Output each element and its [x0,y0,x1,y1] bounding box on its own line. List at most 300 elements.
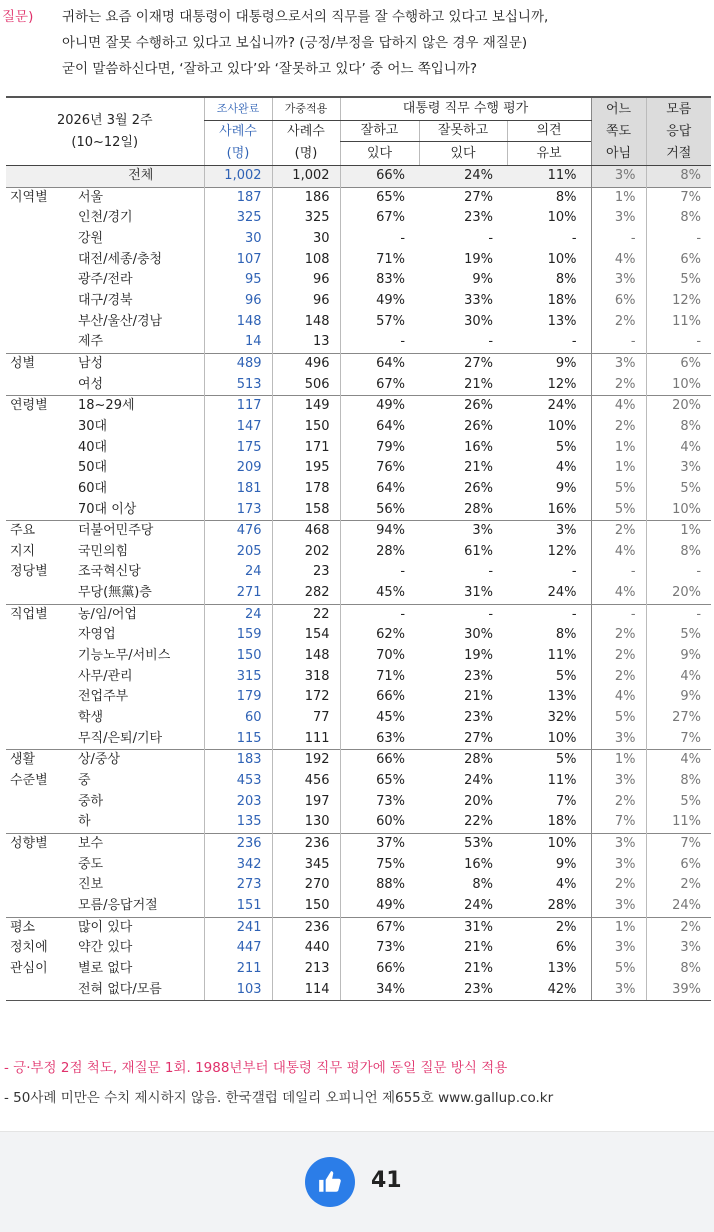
row-bad: 21% [464,376,494,392]
row-bad: 31% [419,917,507,938]
row-label: 더불어민주당 [72,521,204,542]
row-good: 45% [340,583,419,604]
table-row [6,687,711,708]
row-bad: - [419,604,507,625]
row-unknown: 7% [646,834,711,855]
row-bad: 23% [464,668,494,684]
row-group: 생활 [6,750,72,771]
row-bad: 27% [419,187,507,208]
row-unknown: 4% [646,438,711,459]
header-unknown-line: 거절 [666,145,692,161]
row-unknown: 7% [646,187,711,208]
row-reserved: 42% [507,980,591,1001]
row-group [6,375,72,396]
row-bad: 26% [464,480,494,496]
row-unknown: 9% [646,687,711,708]
row-label: 서울 [72,187,204,208]
row-reserved: 10% [547,251,577,267]
row-weighted-count: 282 [272,583,340,604]
row-good: 66% [340,959,419,980]
row-unknown: 8% [646,771,711,792]
row-bad: 61% [464,543,494,559]
row-reserved: 10% [547,418,577,434]
row-weighted-count: 150 [272,896,340,917]
row-weighted-count: 456 [272,771,340,792]
row-bad: 28% [464,501,494,517]
row-reserved: 6% [555,940,577,956]
row-label: 진보 [78,877,104,893]
row-neither: - [591,229,646,250]
row-unknown: 6% [646,250,711,271]
row-reserved: 12% [547,543,577,559]
row-label: 많이 있다 [72,917,204,938]
row-neither: 2% [591,646,646,667]
row-sample-count: 147 [204,417,272,438]
row-group [6,312,72,333]
table-row [6,250,711,271]
row-unknown: - [646,229,711,250]
row-label: 대구/경북 [78,292,133,308]
question-label: 질문) [2,9,34,25]
row-label: 중도 [78,856,104,872]
row-neither: 1% [591,458,646,479]
row-good: 76% [340,458,419,479]
table-row [6,896,711,917]
table-row [6,438,711,459]
header-unknown-line: 모름 [666,101,692,117]
row-unknown: 8% [646,959,711,980]
table-row [6,855,711,876]
row-unknown: 8% [646,166,711,188]
row-reserved: 9% [507,353,591,374]
row-reserved: 9% [555,856,577,872]
row-good: 65% [340,771,419,792]
row-sample-count: 151 [204,896,272,917]
row-sample-count: 175 [204,438,272,459]
row-neither: 4% [591,687,646,708]
row-good: 94% [340,521,419,542]
row-good: 64% [340,417,419,438]
row-weighted-count: 22 [272,604,340,625]
row-weighted-count: 150 [272,417,340,438]
row-neither: 1% [591,438,646,459]
row-group [6,812,72,833]
row-unknown: 7% [646,729,711,750]
row-unknown: 4% [646,750,711,771]
table-row [6,625,711,646]
row-unknown: 6% [646,855,711,876]
row-label: 학생 [78,710,104,726]
table-row [6,771,711,792]
row-good: 57% [340,312,419,333]
table-row [6,729,711,750]
row-bad: - [488,230,494,246]
table-row [6,521,711,542]
table-row [6,291,711,312]
row-sample-count: 24 [204,604,272,625]
row-label: 사무/관리 [78,668,133,684]
row-group [6,479,72,500]
question-line: 굳이 말씀하신다면, ‘잘하고 있다’와 ‘잘못하고 있다’ 중 어느 쪽입니까? [62,61,478,77]
row-reserved: 5% [507,750,591,771]
row-group [6,166,72,188]
row-label: 부산/울산/경남 [78,313,163,329]
row-unknown: 2% [646,875,711,896]
row-reserved: 24% [507,396,591,417]
row-reserved: - [571,334,577,350]
row-sample-count: 453 [204,771,272,792]
row-good: 49% [340,896,419,917]
row-good: 60% [340,812,419,833]
header-neither-line: 아님 [605,145,632,161]
row-unknown: 5% [646,625,711,646]
row-sample-count: 447 [204,938,272,959]
row-sample-count: 209 [204,458,272,479]
row-good: 71% [340,667,419,688]
row-good: 62% [340,625,419,646]
results-body [6,166,711,1001]
row-neither: 3% [591,166,646,188]
row-unknown: 3% [646,938,711,959]
row-label: 30대 [78,418,108,434]
row-label: 인천/경기 [78,210,133,226]
row-sample-count: 107 [204,250,272,271]
row-sample-count: 135 [204,812,272,833]
row-label: 자영업 [78,627,116,643]
row-label: 18~29세 [72,396,204,417]
row-weighted-count: 197 [272,792,340,813]
row-sample-count: 315 [204,667,272,688]
row-weighted-count: 270 [272,875,340,896]
row-unknown: 3% [646,458,711,479]
row-reserved: 24% [547,585,577,601]
question-block [0,4,714,94]
row-sample-count: 60 [204,708,272,729]
row-group [6,250,72,271]
row-reserved: 18% [547,292,577,308]
row-weighted-count: 149 [272,396,340,417]
row-bad: 19% [464,648,494,664]
table-row [6,562,711,583]
row-unknown: - [646,604,711,625]
row-sample-count: 489 [204,353,272,374]
row-weighted-count: 440 [272,938,340,959]
row-weighted-count: 192 [272,750,340,771]
row-label: 하 [78,814,91,830]
header-sample-unit: (명) [226,146,250,161]
row-group: 주요 [6,521,72,542]
row-good: 67% [340,917,419,938]
row-weighted-count: 318 [272,667,340,688]
row-good: 64% [340,353,419,374]
row-reserved: 8% [507,187,591,208]
row-bad: 27% [419,353,507,374]
row-unknown: 6% [646,353,711,374]
header-sample-count-2 [272,121,340,166]
row-reserved: 28% [547,897,577,913]
row-group [6,980,72,1001]
table-row [6,750,711,771]
survey-period: (10~12일) [71,134,139,150]
table-row [6,667,711,688]
row-reserved: 16% [547,501,577,517]
row-label: 대전/세종/충청 [78,251,163,267]
like-button[interactable] [305,1157,355,1207]
row-weighted-count: 506 [272,375,340,396]
row-weighted-count: 236 [272,917,340,938]
row-sample-count: 271 [204,583,272,604]
footnote-source: - 50사례 미만은 수치 제시하지 않음. 한국갤럽 데일리 오피니언 제655호 www.gallup.co.kr [4,1090,554,1106]
row-unknown: 5% [646,479,711,500]
row-reserved: 32% [547,710,577,726]
row-sample-count: 14 [204,332,272,353]
table-row [6,417,711,438]
row-good: 66% [340,166,419,188]
row-sample-count: 96 [204,291,272,312]
row-sample-count: 203 [204,792,272,813]
table-row [6,583,711,604]
row-bad: 26% [464,418,494,434]
row-reserved: 12% [547,376,577,392]
row-reserved: 10% [507,834,591,855]
table-row [6,646,711,667]
row-bad: 24% [464,773,494,789]
row-reserved: 10% [547,730,577,746]
row-unknown: - [646,332,711,353]
header-sample-label: 사례수 [219,124,257,139]
table-row [6,396,711,417]
row-group [6,708,72,729]
row-label: 전업주부 [78,689,129,705]
header-survey-done: 조사완료 [204,97,272,121]
table-row [6,500,711,521]
row-unknown: 5% [646,792,711,813]
question-line: 아니면 잘못 수행하고 있다고 보십니까? (긍정/부정을 답하지 않은 경우 재질문) [62,35,528,51]
row-weighted-count: 236 [272,834,340,855]
row-good: 67% [340,375,419,396]
like-count: 41 [371,1168,402,1193]
row-weighted-count: 148 [272,312,340,333]
row-sample-count: 342 [204,855,272,876]
row-label: 농/임/어업 [72,604,204,625]
row-neither: 2% [591,417,646,438]
row-good: 83% [340,270,419,291]
row-neither: 4% [591,396,646,417]
row-unknown: 24% [646,896,711,917]
row-neither: 6% [591,291,646,312]
row-weighted-count: 496 [272,353,340,374]
row-weighted-count: 186 [272,187,340,208]
row-sample-count: 241 [204,917,272,938]
row-label: 여성 [78,376,104,392]
thumbs-up-icon [317,1169,343,1195]
row-neither: 5% [591,959,646,980]
row-weighted-count: 171 [272,438,340,459]
row-group: 성향별 [6,834,72,855]
header-neither-line: 쪽도 [605,123,632,139]
row-label: 보수 [72,834,204,855]
row-good: 71% [340,250,419,271]
table-row [6,312,711,333]
row-bad: 9% [472,272,494,288]
row-neither: 3% [591,855,646,876]
header-bad-2: 있다 [419,142,507,166]
row-weighted-count: 130 [272,812,340,833]
header-neither-line: 어느 [605,101,632,117]
footnotes [4,1056,553,1110]
row-reserved: 13% [547,689,577,705]
row-group: 성별 [6,353,72,374]
row-weighted-count: 195 [272,458,340,479]
row-bad: 21% [464,689,494,705]
row-good: - [340,332,419,353]
row-label: 무직/은퇴/기타 [78,730,163,746]
row-label: 50대 [78,460,108,476]
row-good: 45% [340,708,419,729]
row-good: 56% [340,500,419,521]
row-good: 73% [340,792,419,813]
row-neither: 1% [591,187,646,208]
row-bad: 21% [464,940,494,956]
row-group [6,667,72,688]
row-reserved: 3% [507,521,591,542]
row-group: 지역별 [6,187,72,208]
row-group [6,458,72,479]
row-unknown: 12% [646,291,711,312]
table-row [6,458,711,479]
row-good: 65% [340,187,419,208]
table-row [6,479,711,500]
row-label: 40대 [78,439,108,455]
row-weighted-count: 96 [272,270,340,291]
row-group: 직업별 [6,604,72,625]
row-bad: 24% [464,897,494,913]
row-good: 88% [340,875,419,896]
row-label: 상/중상 [72,750,204,771]
row-bad: 21% [464,460,494,476]
row-bad: - [488,334,494,350]
row-neither: 3% [591,938,646,959]
row-bad: 26% [419,396,507,417]
row-bad: 20% [464,793,494,809]
row-reserved: 8% [555,272,577,288]
row-label: 무당(無黨)층 [78,585,152,601]
row-reserved: 9% [555,480,577,496]
row-good: 75% [340,855,419,876]
row-unknown: 10% [646,500,711,521]
row-label: 남성 [72,353,204,374]
row-label: 별로 없다 [78,960,133,976]
table-row [6,332,711,353]
row-reserved: - [507,604,591,625]
row-neither: 1% [591,917,646,938]
header-eval-title: 대통령 직무 수행 평가 [340,97,591,121]
row-unknown: 8% [646,542,711,563]
row-sample-count: 30 [204,229,272,250]
row-good: - [340,604,419,625]
row-sample-count: 115 [204,729,272,750]
row-unknown: 39% [646,980,711,1001]
table-row [6,542,711,563]
row-weighted-count: 108 [272,250,340,271]
row-weighted-count: 96 [272,291,340,312]
row-group: 연령별 [6,396,72,417]
row-group: 평소 [6,917,72,938]
row-group [6,729,72,750]
row-sample-count: 24 [204,562,272,583]
row-reserved: - [571,230,577,246]
row-unknown: 4% [646,667,711,688]
row-sample-count: 181 [204,479,272,500]
row-group [6,417,72,438]
row-label: 전체 [72,166,204,188]
row-group [6,855,72,876]
row-label: 60대 [78,480,108,496]
row-label: 제주 [78,334,104,350]
row-good: 66% [340,750,419,771]
row-bad: 31% [464,585,494,601]
row-weighted-count: 30 [272,229,340,250]
row-good: 34% [340,980,419,1001]
row-group [6,270,72,291]
row-sample-count: 205 [204,542,272,563]
row-group [6,875,72,896]
row-sample-count: 159 [204,625,272,646]
row-sample-count: 273 [204,875,272,896]
row-neither: - [591,562,646,583]
row-bad: 28% [419,750,507,771]
row-weighted-count: 172 [272,687,340,708]
row-group [6,646,72,667]
row-group [6,332,72,353]
row-sample-count: 148 [204,312,272,333]
row-group [6,687,72,708]
table-row [6,375,711,396]
row-bad: 8% [472,877,494,893]
row-weighted-count: 213 [272,959,340,980]
table-row [6,938,711,959]
row-unknown: - [646,562,711,583]
row-unknown: 9% [646,646,711,667]
table-row [6,187,711,208]
row-bad: 16% [464,439,494,455]
row-bad: 16% [464,856,494,872]
row-label: 모름/응답거절 [78,897,158,913]
row-bad: - [488,564,494,580]
row-neither: 2% [591,312,646,333]
row-bad: 30% [464,627,494,643]
row-bad: 53% [419,834,507,855]
row-neither: 1% [591,750,646,771]
row-neither: 3% [591,771,646,792]
row-neither: 7% [591,812,646,833]
row-group [6,500,72,521]
row-bad: 30% [464,313,494,329]
row-bad: 23% [464,710,494,726]
row-group: 수준별 [10,773,48,789]
row-bad: 22% [464,814,494,830]
row-reserved: 11% [547,773,577,789]
row-label: 전혀 없다/모름 [72,980,204,1001]
row-label: 강원 [78,230,104,246]
row-reserved: 5% [555,668,577,684]
row-label: 중 [78,773,91,789]
row-neither: - [591,604,646,625]
header-opinion: 의견 [507,121,591,142]
row-reserved: 13% [547,313,577,329]
results-table [6,96,711,1001]
row-bad: 19% [464,251,494,267]
